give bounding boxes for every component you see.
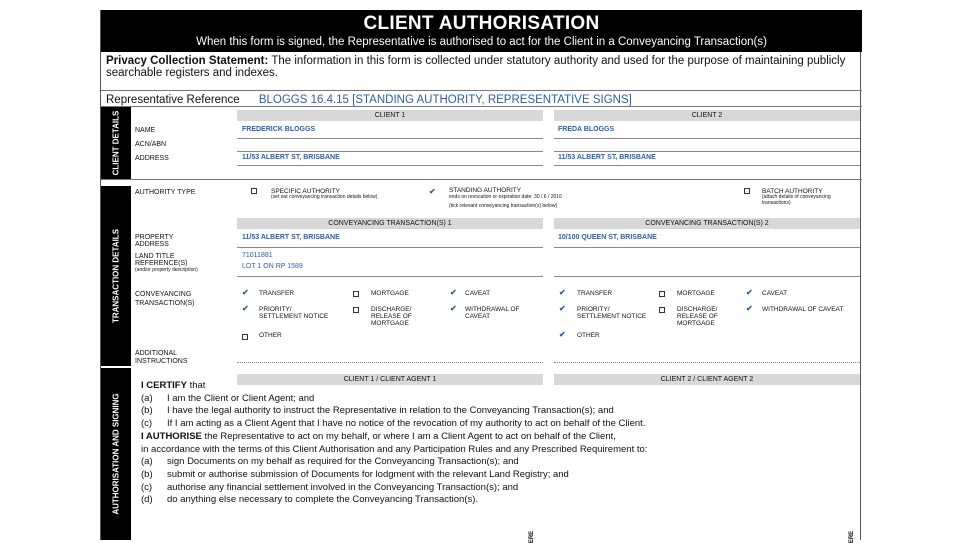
field-line <box>554 247 860 248</box>
authorise-item-a <box>141 456 741 469</box>
property-address-label: PROPERTY ADDRESS <box>135 234 174 248</box>
transaction-details-bar <box>101 186 131 366</box>
mortgage1-checkbox[interactable] <box>353 291 359 297</box>
form-subtitle: When this form is signed, the Representative is authorised to act for the Client in a Conveyancing Transaction(s) <box>196 36 767 48</box>
field-line <box>554 165 860 166</box>
item-key: (c) <box>141 481 153 493</box>
field-line <box>554 151 860 152</box>
certification-text <box>141 380 741 507</box>
item-text: If I am acting as a Client Agent that I have no notice of the revocation of my authority to act on behalf of the Client. <box>167 418 646 430</box>
specific-authority-note: (set out conveyancing transaction details below) <box>271 194 378 200</box>
standing-authority-note: ends on revocation or expiration date: 30 / 6 / 2016 <box>449 194 562 200</box>
caveat2-label: CAVEAT <box>762 290 788 297</box>
form-title: CLIENT AUTHORISATION <box>363 13 600 34</box>
certify-text: that <box>189 380 206 391</box>
checkmark-icon[interactable]: ✔ <box>559 288 566 297</box>
authority-type-label: AUTHORITY TYPE <box>135 189 196 196</box>
item-text: do anything else necessary to complete the Conveyancing Transaction(s). <box>167 494 479 506</box>
discharge1-label: DISCHARGE/ RELEASE OF MORTGAGE <box>371 306 412 327</box>
item-key: (b) <box>141 405 153 417</box>
authorise-line <box>141 431 741 444</box>
specific-authority-checkbox[interactable] <box>251 188 257 194</box>
mortgage1-label: MORTGAGE <box>371 290 409 297</box>
item-text: I am the Client or Client Agent; and <box>167 392 315 404</box>
item-key: (c) <box>141 418 153 430</box>
authorise-heading: I AUTHORISE <box>141 430 202 442</box>
certify-heading: I CERTIFY <box>141 380 187 391</box>
discharge2-checkbox[interactable] <box>659 307 665 313</box>
conveyancing-transactions-label: CONVEYANCING TRANSACTION(S) <box>135 291 195 307</box>
field-line <box>237 138 543 139</box>
client2-column-header: CLIENT 2 <box>554 110 860 121</box>
authorisation-signing-bar <box>101 368 131 540</box>
item-key: (d) <box>141 494 153 506</box>
authorise-item-c <box>141 482 741 495</box>
authorise-item-b <box>141 469 741 482</box>
privacy-statement <box>106 55 858 79</box>
transaction-details-heading: TRANSACTION DETAILS <box>111 228 121 324</box>
title1-lot-value[interactable]: LOT 1 ON RP 1589 <box>242 263 303 270</box>
field-line <box>237 276 543 277</box>
specific-authority-label: SPECIFIC AUTHORITY <box>271 188 340 195</box>
client-details-bar <box>101 107 131 179</box>
transaction1-column-header: CONVEYANCING TRANSACTION(S) 1 <box>237 218 543 229</box>
discharge1-checkbox[interactable] <box>353 307 359 313</box>
certify-item-c <box>141 418 741 431</box>
authorise-item-d <box>141 494 741 507</box>
field-line <box>554 362 860 363</box>
land-title-label: LAND TITLE REFERENCE(S) <box>135 253 188 267</box>
acn-label: ACN/ABN <box>135 141 167 148</box>
privacy-text: The information in this form is collected under statutory authority and used for the purpose of maintaining publicly searchable registers and indexes. <box>106 55 846 79</box>
checkmark-icon[interactable]: ✔ <box>429 187 436 196</box>
client2-name-value[interactable]: FREDA BLOGGS <box>558 126 615 133</box>
checkmark-icon[interactable]: ✔ <box>450 288 457 297</box>
field-line <box>554 276 860 277</box>
divider <box>101 179 862 180</box>
item-text: submit or authorise submission of Documents for lodgment with the relevant Land Registry; and <box>167 468 569 480</box>
authorise-text: the Representative to act on my behalf, or where I am a Client Agent to act on behalf of the Client, <box>204 430 616 442</box>
property2-value[interactable]: 10/100 QUEEN ST, BRISBANE <box>558 234 657 241</box>
transfer2-label: TRANSFER <box>577 290 613 297</box>
withdrawal1-label: WITHDRAWAL OF CAVEAT <box>465 306 520 320</box>
transaction2-column-header: CONVEYANCING TRANSACTION(S) 2 <box>554 218 860 229</box>
field-line <box>237 247 543 248</box>
item-key: (a) <box>141 392 153 404</box>
additional-instructions-label: ADDITIONAL INSTRUCTIONS <box>135 350 188 365</box>
checkmark-icon[interactable]: ✔ <box>450 304 457 313</box>
client1-name-value[interactable]: FREDERICK BLOGGS <box>242 126 316 133</box>
property1-value[interactable]: 11/53 ALBERT ST, BRISBANE <box>242 234 340 241</box>
divider <box>101 90 862 91</box>
other1-label: OTHER <box>259 332 282 339</box>
checkmark-icon[interactable]: ✔ <box>242 304 249 313</box>
batch-authority-label: BATCH AUTHORITY <box>762 188 823 195</box>
rep-ref-label: Representative Reference <box>106 94 240 106</box>
rep-ref-value[interactable]: BLOGGS 16.4.15 [STANDING AUTHORITY, REPRESENTATIVE SIGNS] <box>258 94 632 106</box>
other2-label: OTHER <box>577 332 600 339</box>
item-text: sign Documents on my behalf as required for the Conveyancing Transaction(s); and <box>167 456 519 468</box>
checkmark-icon[interactable]: ✔ <box>746 288 753 297</box>
item-text: authorise any financial settlement involved in the Conveyancing Transaction(s); and <box>167 481 519 493</box>
title1-ref-value[interactable]: 71011881 <box>242 252 273 259</box>
authorisation-signing-heading: AUTHORISATION AND SIGNING <box>111 393 121 515</box>
standing-authority-label: STANDING AUTHORITY <box>449 187 522 194</box>
batch-authority-checkbox[interactable] <box>744 188 750 194</box>
item-key: (b) <box>141 468 153 480</box>
checkmark-icon[interactable]: ✔ <box>559 330 566 339</box>
divider <box>101 106 862 107</box>
edge-text-1: ERE <box>529 530 536 543</box>
standing-authority-note-2: (tick relevant conveyancing transaction(s) below) <box>449 203 558 209</box>
checkmark-icon[interactable]: ✔ <box>242 288 249 297</box>
item-text: I have the legal authority to instruct the Representative in relation to the Conveyancing Transaction(s); and <box>167 405 614 417</box>
accordance-line: in accordance with the terms of this Client Authorisation and any Participation Rules and any Prescribed Requirement to: <box>141 443 648 455</box>
other1-checkbox[interactable] <box>242 334 248 340</box>
privacy-label: Privacy Collection Statement: <box>106 55 269 67</box>
batch-authority-note: (attach details of conveyancing transactions) <box>762 194 831 206</box>
name-label: NAME <box>135 127 156 134</box>
mortgage2-label: MORTGAGE <box>677 290 715 297</box>
transfer1-label: TRANSFER <box>259 290 295 297</box>
client1-address-value[interactable]: 11/53 ALBERT ST, BRISBANE <box>242 154 340 161</box>
client2-address-value[interactable]: 11/53 ALBERT ST, BRISBANE <box>558 154 656 161</box>
client-details-heading: CLIENT DETAILS <box>111 110 121 176</box>
representative-reference <box>106 94 632 106</box>
priority2-label: PRIORITY/ SETTLEMENT NOTICE <box>577 306 647 320</box>
certify-item-b <box>141 405 741 418</box>
mortgage2-checkbox[interactable] <box>659 291 665 297</box>
client-agent2-column-header: CLIENT 2 / CLIENT AGENT 2 <box>554 374 860 385</box>
client-agent1-column-header: CLIENT 1 / CLIENT AGENT 1 <box>237 374 543 385</box>
certify-item-a <box>141 393 741 406</box>
client1-column-header: CLIENT 1 <box>237 110 543 121</box>
land-title-note: (and/or property description) <box>135 267 198 273</box>
address-label: ADDRESS <box>135 155 169 162</box>
checkmark-icon[interactable]: ✔ <box>559 304 566 313</box>
item-key: (a) <box>141 456 153 468</box>
field-line <box>237 362 543 363</box>
field-line <box>237 165 543 166</box>
edge-text-2: ERE <box>849 530 856 543</box>
certify-line <box>141 380 741 393</box>
field-line <box>554 138 860 139</box>
discharge2-label: DISCHARGE/ RELEASE OF MORTGAGE <box>677 306 718 327</box>
field-line <box>237 151 543 152</box>
priority1-label: PRIORITY/ SETTLEMENT NOTICE <box>259 306 329 320</box>
withdrawal2-label: WITHDRAWAL OF CAVEAT <box>762 306 844 313</box>
form-header <box>101 10 862 52</box>
caveat1-label: CAVEAT <box>465 290 491 297</box>
checkmark-icon[interactable]: ✔ <box>746 304 753 313</box>
